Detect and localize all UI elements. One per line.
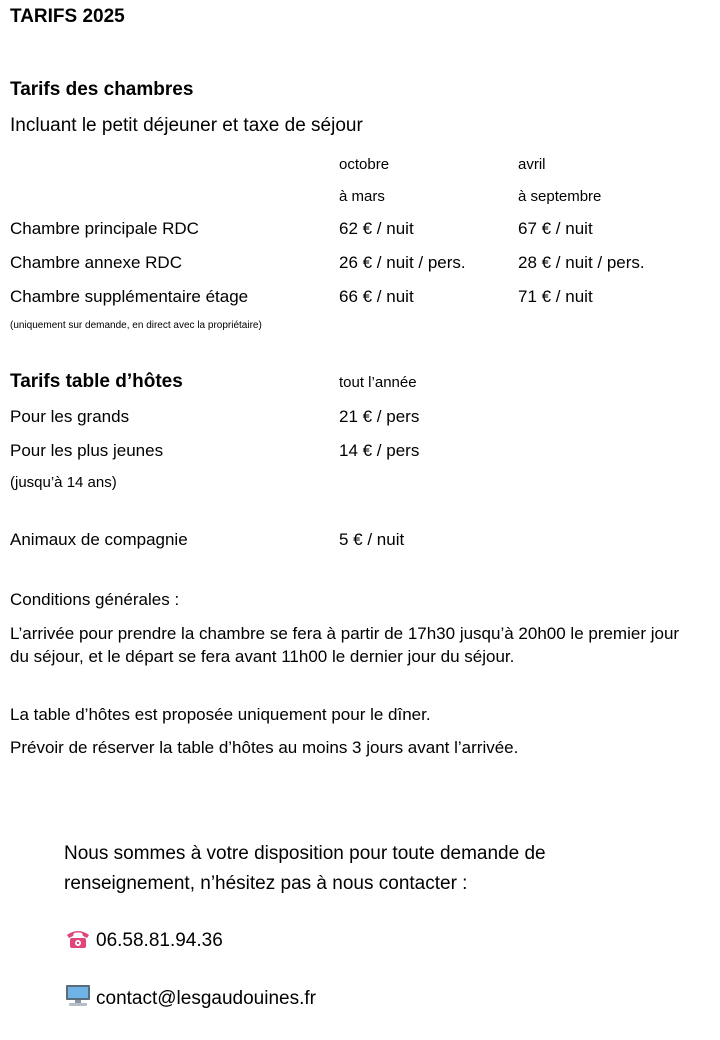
page-title: TARIFS 2025 [10, 6, 125, 27]
telephone-icon [64, 927, 92, 955]
email-address[interactable]: contact@lesgaudouines.fr [96, 988, 316, 1010]
rooms-note: (uniquement sur demande, en direct avec la propriétaire) [10, 320, 262, 331]
pets-label: Animaux de compagnie [10, 530, 188, 549]
room-row-price-low: 26 € / nuit / pers. [339, 253, 466, 272]
table-row-price: 21 € / pers [339, 407, 420, 426]
room-row-label: Chambre supplémentaire étage [10, 287, 249, 306]
email-line [64, 984, 316, 1014]
phone-line [64, 927, 223, 955]
conditions-paragraph: L’arrivée pour prendre la chambre se fera à partir de 17h30 jusqu’à 20h00 le premier jour du séjour, et le départ se fera avant 11h00 le dernier jour du séjour. [10, 624, 680, 666]
room-row-price-low: 66 € / nuit [339, 287, 414, 306]
conditions-heading: Conditions générales : [10, 590, 180, 609]
room-row-price-high: 28 € / nuit / pers. [518, 253, 645, 272]
table-row-price: 14 € / pers [339, 441, 420, 460]
season-high-line2: à septembre [518, 188, 602, 205]
season-low-line2: à mars [339, 188, 385, 205]
table-note: (jusqu’à 14 ans) [10, 474, 117, 491]
computer-icon [64, 984, 92, 1014]
room-row-label: Chambre annexe RDC [10, 253, 182, 272]
room-row-price-low: 62 € / nuit [339, 219, 414, 238]
table-row-label: Pour les plus jeunes [10, 441, 164, 460]
room-row-label: Chambre principale RDC [10, 219, 199, 238]
conditions-paragraph: Prévoir de réserver la table d’hôtes au moins 3 jours avant l’arrivée. [10, 738, 519, 757]
conditions-paragraph: La table d’hôtes est proposée uniquement pour le dîner. [10, 705, 431, 724]
rooms-heading: Tarifs des chambres [10, 79, 194, 100]
table-row-label: Pour les grands [10, 407, 130, 426]
room-row-price-high: 67 € / nuit [518, 219, 593, 238]
rooms-subheading: Incluant le petit déjeuner et taxe de séjour [10, 115, 363, 136]
season-low-line1: octobre [339, 156, 390, 173]
table-heading: Tarifs table d’hôtes [10, 371, 183, 392]
pets-price: 5 € / nuit [339, 530, 405, 549]
room-row-price-high: 71 € / nuit [518, 287, 593, 306]
season-high-line1: avril [518, 156, 546, 173]
table-period: tout l’année [339, 374, 417, 391]
contact-intro: Nous sommes à votre disposition pour toute demande de renseignement, n’hésitez pas à nous contacter : [64, 843, 546, 894]
phone-number[interactable]: 06.58.81.94.36 [96, 930, 223, 952]
